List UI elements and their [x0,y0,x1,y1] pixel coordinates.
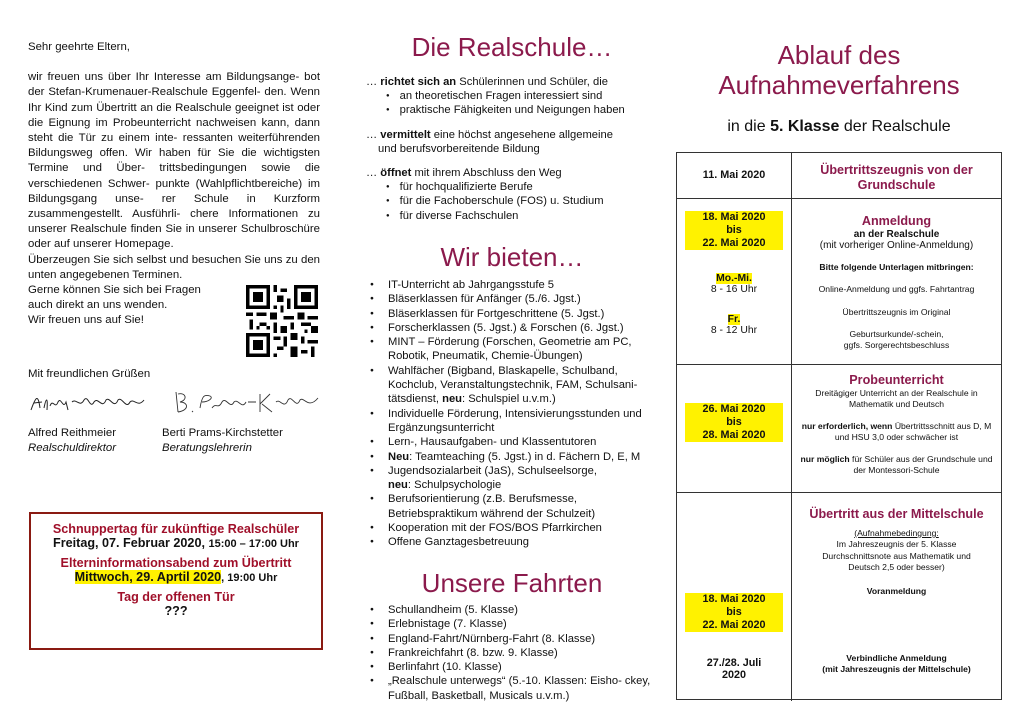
visit-text: Überzeugen Sie sich selbst und besuchen Sie uns zu den unten angegebenen Terminen. [28,253,320,281]
list-item: ● Berufsorientierung (z.B. Berufsmesse, Betriebspraktikum während der Schulzeit) [366,492,666,521]
row3-date-from: 26. Mai 2020 [685,403,783,416]
list-item: ● Individuelle Förderung, Intensivierungsstunden und Ergänzungsunterricht [366,407,666,436]
greeting: Sehr geehrte Eltern, [28,41,130,53]
signatures [28,384,320,424]
event2-date: Mittwoch, 29. Aprtil 2020 [74,570,222,584]
events-box [29,512,323,650]
row4-date-from: 18. Mai 2020 [685,593,783,606]
signer-names [28,426,320,456]
letter-column [28,40,320,456]
row2-sub2: (mit vorheriger Online-Anmeldung) [819,240,974,252]
contact-block [28,283,320,329]
closing: Mit freundlichen Grüßen [28,367,151,380]
row2-date-bis: bis [685,224,783,237]
row3-date-to: 28. Mai 2020 [685,429,783,442]
intro3-sub: ● für die Fachoberschule (FOS) u. Studium [366,194,666,208]
list-item: ● „Realschule unterwegs“ (5.-10. Klassen: Eisho- ckey, Fußball, Basketball, Musicals u.v.m.) [366,674,666,703]
row1-date-cell [677,153,792,198]
row4-final-note: (mit Jahreszeugnis der Mittelschule) [822,664,971,675]
row1-content [792,153,1001,198]
intro3-sub: ● für diverse Fachschulen [366,209,666,223]
table-row [677,493,1001,701]
event1-title: Schnuppertag für zukünftige Realschüler [52,522,300,536]
row3-requirement: nur erforderlich, wenn Übertrittsschnitt aus D, M und HSU 3,0 oder schwächer ist [801,420,992,443]
table-row [677,199,1001,365]
fahrten-list [366,603,666,703]
list-item: ● MINT – Förderung (Forschen, Geometrie am PC, Robotik, Pneumatik, Chemie-Übungen) [366,335,666,364]
row3-content [792,365,1001,492]
row4-preregistration: Voranmeldung [866,585,927,596]
row2-content [792,199,1001,364]
row2-item: Übertrittszeugnis im Original [842,306,951,317]
event2-time: , 19:00 Uhr [221,572,278,584]
row4-condition: Im Jahreszeugnis der 5. Klasse Durchschnittsnote aus Mathematik und Deutsch 2,5 oder besser) [822,539,971,573]
signer2-role: Beratungslehrerin [162,442,252,455]
intro1-sub: ● an theoretischen Fragen interessiert sind [366,89,666,103]
procedure-title: Ablauf des Aufnahmeverfahrens [718,40,960,100]
event2-title: Elterninformationsabend zum Übertritt [60,556,292,570]
signer1-name: Alfred Reithmeier [28,426,116,439]
procedure-subtitle: in die 5. Klasse der Realschule [727,118,951,135]
list-item: ● Forscherklassen (5. Jgst.) & Forschen (6. Jgst.) [366,321,666,335]
row3-date-cell [677,365,792,492]
row3-only: nur möglich für Schüler aus der Grundschule und der Montessori-Schule [800,453,993,476]
event1-time: 15:00 – 17:00 Uhr [208,538,299,550]
list-item: ● England-Fahrt/Nürnberg-Fahrt (8. Klasse) [366,632,666,646]
row2-sub1: an der Realschule [853,229,940,240]
qr-code-icon[interactable] [246,285,318,357]
row4-date-to: 22. Mai 2020 [685,619,783,632]
list-item: ● Schullandheim (5. Klasse) [366,603,666,617]
list-item: ● Bläserklassen für Fortgeschrittene (5. Jgst.) [366,307,666,321]
row2-heading: Anmeldung [861,214,932,228]
row4-date-bis: bis [685,606,783,619]
intro-paragraph: wir freuen uns über Ihr Interesse am Bildungsange- bot der Stefan-Krumenauer-Realschule Eggenfel- den. Wenn Ihr Kind zum Übertritt an die Realschule geeignet ist oder die Eignung im Probeunterricht nachweisen kann, dann steht die Tür zu einem inte- ressanten weiterführenden Bildungsweg offen. Wir haben für Sie die wichtigsten Termine und Über- trittsbedingungen sowie die verschiedenen Schwer- punkte (Wahlpflichtbereiche) im Bildungsgang unse- rer Schule in Kurzform zusammengestellt. Ausführli- chere Informationen zu unserer Realschule finden Sie in unserer Schulbroschüre oder auf unserer Homepage. [28,71,320,251]
list-item: ● Bläserklassen für Anfänger (5./6. Jgst.) [366,292,666,306]
procedure-table [676,152,1002,700]
signer1-role: Realschuldirektor [28,442,116,455]
intro3-sub: ● für hochqualifizierte Berufe [366,180,666,194]
list-item: ● Erlebnistage (7. Klasse) [366,617,666,631]
contact-line-1: Gerne können Sie sich bei Fragen [28,284,201,297]
row3-sub: Dreitägiger Unterricht an der Realschule in Mathematik und Deutsch [815,388,978,410]
row2-time2: 8 - 12 Uhr [710,325,758,336]
row4-date2: 27./28. Juli [706,657,762,669]
row4-date-cell [677,493,792,701]
signature-reithmeier [28,388,150,418]
event1-date-line [31,536,321,550]
row2-date-from: 18. Mai 2020 [685,211,783,224]
list-item: ● Frankreichfahrt (8. bzw. 9. Klasse) [366,646,666,660]
row1-heading: Übertrittszeugnis von der Grundschule [820,163,973,192]
intro1-sub: ● praktische Fähigkeiten und Neigungen haben [366,103,666,117]
title-fahrten: Unsere Fahrten [421,568,603,598]
intro2-line: … vermittelt eine höchst angesehene allgemeine [366,128,613,141]
list-item: ● Wahlfächer (Bigband, Blaskapelle, Schulband, Kochclub, Veranstaltungstechnik, FAM, Schulsani- tätsdienst, neu: Schulspiel u.v.m.) [366,364,666,407]
row3-heading: Probeunterricht [849,373,944,387]
row4-final: Verbindliche Anmeldung [846,653,947,664]
row3-date-bis: bis [685,416,783,429]
row2-time1: 8 - 16 Uhr [710,284,758,295]
title-realschule: Die Realschule… [411,32,613,62]
happy-line: Wir freuen uns auf Sie! [28,314,144,327]
row2-date-cell [677,199,792,364]
event3-title: Tag der offenen Tür [117,590,235,604]
realschule-intro [366,75,666,223]
list-item: ● Offene Ganztagesbetreuung [366,535,666,549]
row4-condition-label: (Aufnahmebedingung: [854,528,939,538]
event2-date-line [31,570,321,584]
list-item: ● Lern-, Hausaufgaben- und Klassentutoren [366,435,666,449]
row2-bring: Bitte folgende Unterlagen mitbringen: [819,261,974,272]
event1-date: Freitag, 07. Februar 2020, [53,536,205,550]
title-bieten: Wir bieten… [440,242,584,272]
list-item: ● IT-Unterricht ab Jahrgangsstufe 5 [366,278,666,292]
row2-item: Online-Anmeldung und ggfs. Fahrtantrag [818,284,975,295]
row2-item: Geburtsurkunde/-schein, [849,329,944,340]
row2-item: ggfs. Sorgerechtsbeschluss [843,340,950,351]
list-item: ● Berlinfahrt (10. Klasse) [366,660,666,674]
contact-line-2: auch direkt an uns wenden. [28,299,168,312]
intro1-line: … richtet sich an Schülerinnen und Schüler, die [366,76,608,88]
intro3-line: … öffnet mit ihrem Abschluss den Weg [366,167,562,180]
table-row [677,365,1001,493]
bieten-list [366,278,666,550]
signer2-name: Berti Prams-Kirchstetter [162,426,283,439]
list-item: ● Jugendsozialarbeit (JaS), Schulseelsorge, neu: Schulpsychologie [366,464,666,493]
table-row [677,153,1001,199]
intro2-cont: und berufsvorbereitende Bildung [378,142,540,155]
row4-date2-year: 2020 [721,669,747,681]
row2-day1: Mo.-Mi. [716,273,752,284]
signature-prams-kirchstetter [172,388,322,418]
list-item: ● Kooperation mit der FOS/BOS Pfarrkirchen [366,521,666,535]
row4-content [792,493,1001,701]
list-item: ● Neu: Teamteaching (5. Jgst.) in d. Fächern D, E, M [366,450,666,464]
event3-date: ??? [164,604,188,618]
row1-date: 11. Mai 2020 [702,169,766,181]
row2-day2: Fr. [727,314,741,325]
row2-date-to: 22. Mai 2020 [685,237,783,250]
row4-heading: Übertritt aus der Mittelschule [809,507,984,521]
